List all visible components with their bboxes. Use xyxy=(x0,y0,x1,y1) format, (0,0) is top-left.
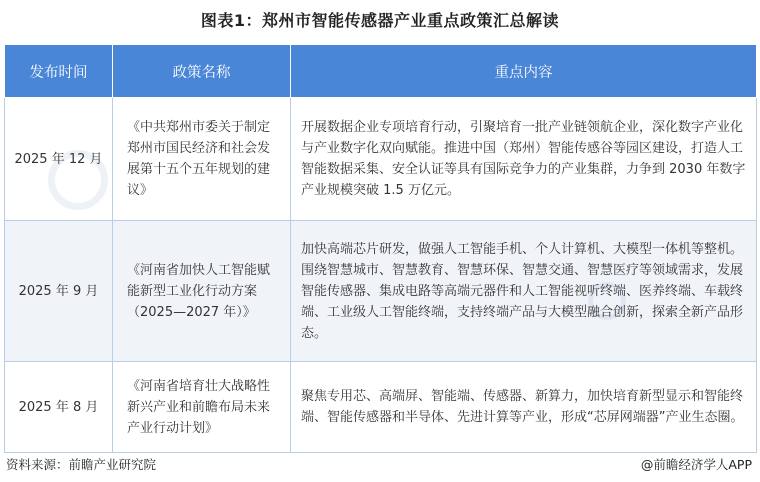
cell-key-content: 开展数据企业专项培育行动，引聚培育一批产业链领航企业，深化数字产业化与产业数字化双向赋能。推进中国（郑州）智能传感谷等园区建设，打造人工智能数据采集、安全认证等具有国际竞争力的产业集群，力争到 2030 年数字产业规模突破 1.5 万亿元。 xyxy=(291,98,757,221)
cell-date: 2025 年 12 月 xyxy=(5,98,113,221)
policy-table xyxy=(4,44,757,453)
header-date: 发布时间 xyxy=(5,45,113,98)
cell-policy-name: 《河南省培育壮大战略性新兴产业和前瞻布局未来产业行动计划》 xyxy=(113,362,291,453)
header-key-content: 重点内容 xyxy=(291,45,757,98)
table-header-row xyxy=(5,45,757,98)
header-policy-name: 政策名称 xyxy=(113,45,291,98)
table-row xyxy=(5,98,757,221)
cell-key-content: 加快高端芯片研发，做强人工智能手机、个人计算机、大模型一体机等整机。围绕智慧城市、智慧教育、智慧环保、智慧交通、智慧医疗等领域需求，发展智能传感器、集成电路等高端元器件和人工智能视听终端、医养终端、车载终端、工业级人工智能终端，支持终端产品与大模型融合创新，探索全新产品形态。 xyxy=(291,221,757,362)
page-title: 图表1：郑州市智能传感器产业重点政策汇总解读 xyxy=(200,11,560,30)
cell-date: 2025 年 8 月 xyxy=(5,362,113,453)
table-row xyxy=(5,362,757,453)
source-note: 资料来源：前瞻产业研究院 xyxy=(6,457,157,472)
cell-key-content: 聚焦专用芯、高端屏、智能端、传感器、新算力，加快培育新型显示和智能终端、智能传感器和半导体、先进计算等产业，形成“芯屏网端器”产业生态圈。 xyxy=(291,362,757,453)
brand-credit: @前瞻经济学人APP xyxy=(640,457,752,472)
cell-date: 2025 年 9 月 xyxy=(5,221,113,362)
cell-policy-name: 《河南省加快人工智能赋能新型工业化行动方案（2025—2027 年）》 xyxy=(113,221,291,362)
table-row xyxy=(5,221,757,362)
cell-policy-name: 《中共郑州市委关于制定郑州市国民经济和社会发展第十五个五年规划的建议》 xyxy=(113,98,291,221)
